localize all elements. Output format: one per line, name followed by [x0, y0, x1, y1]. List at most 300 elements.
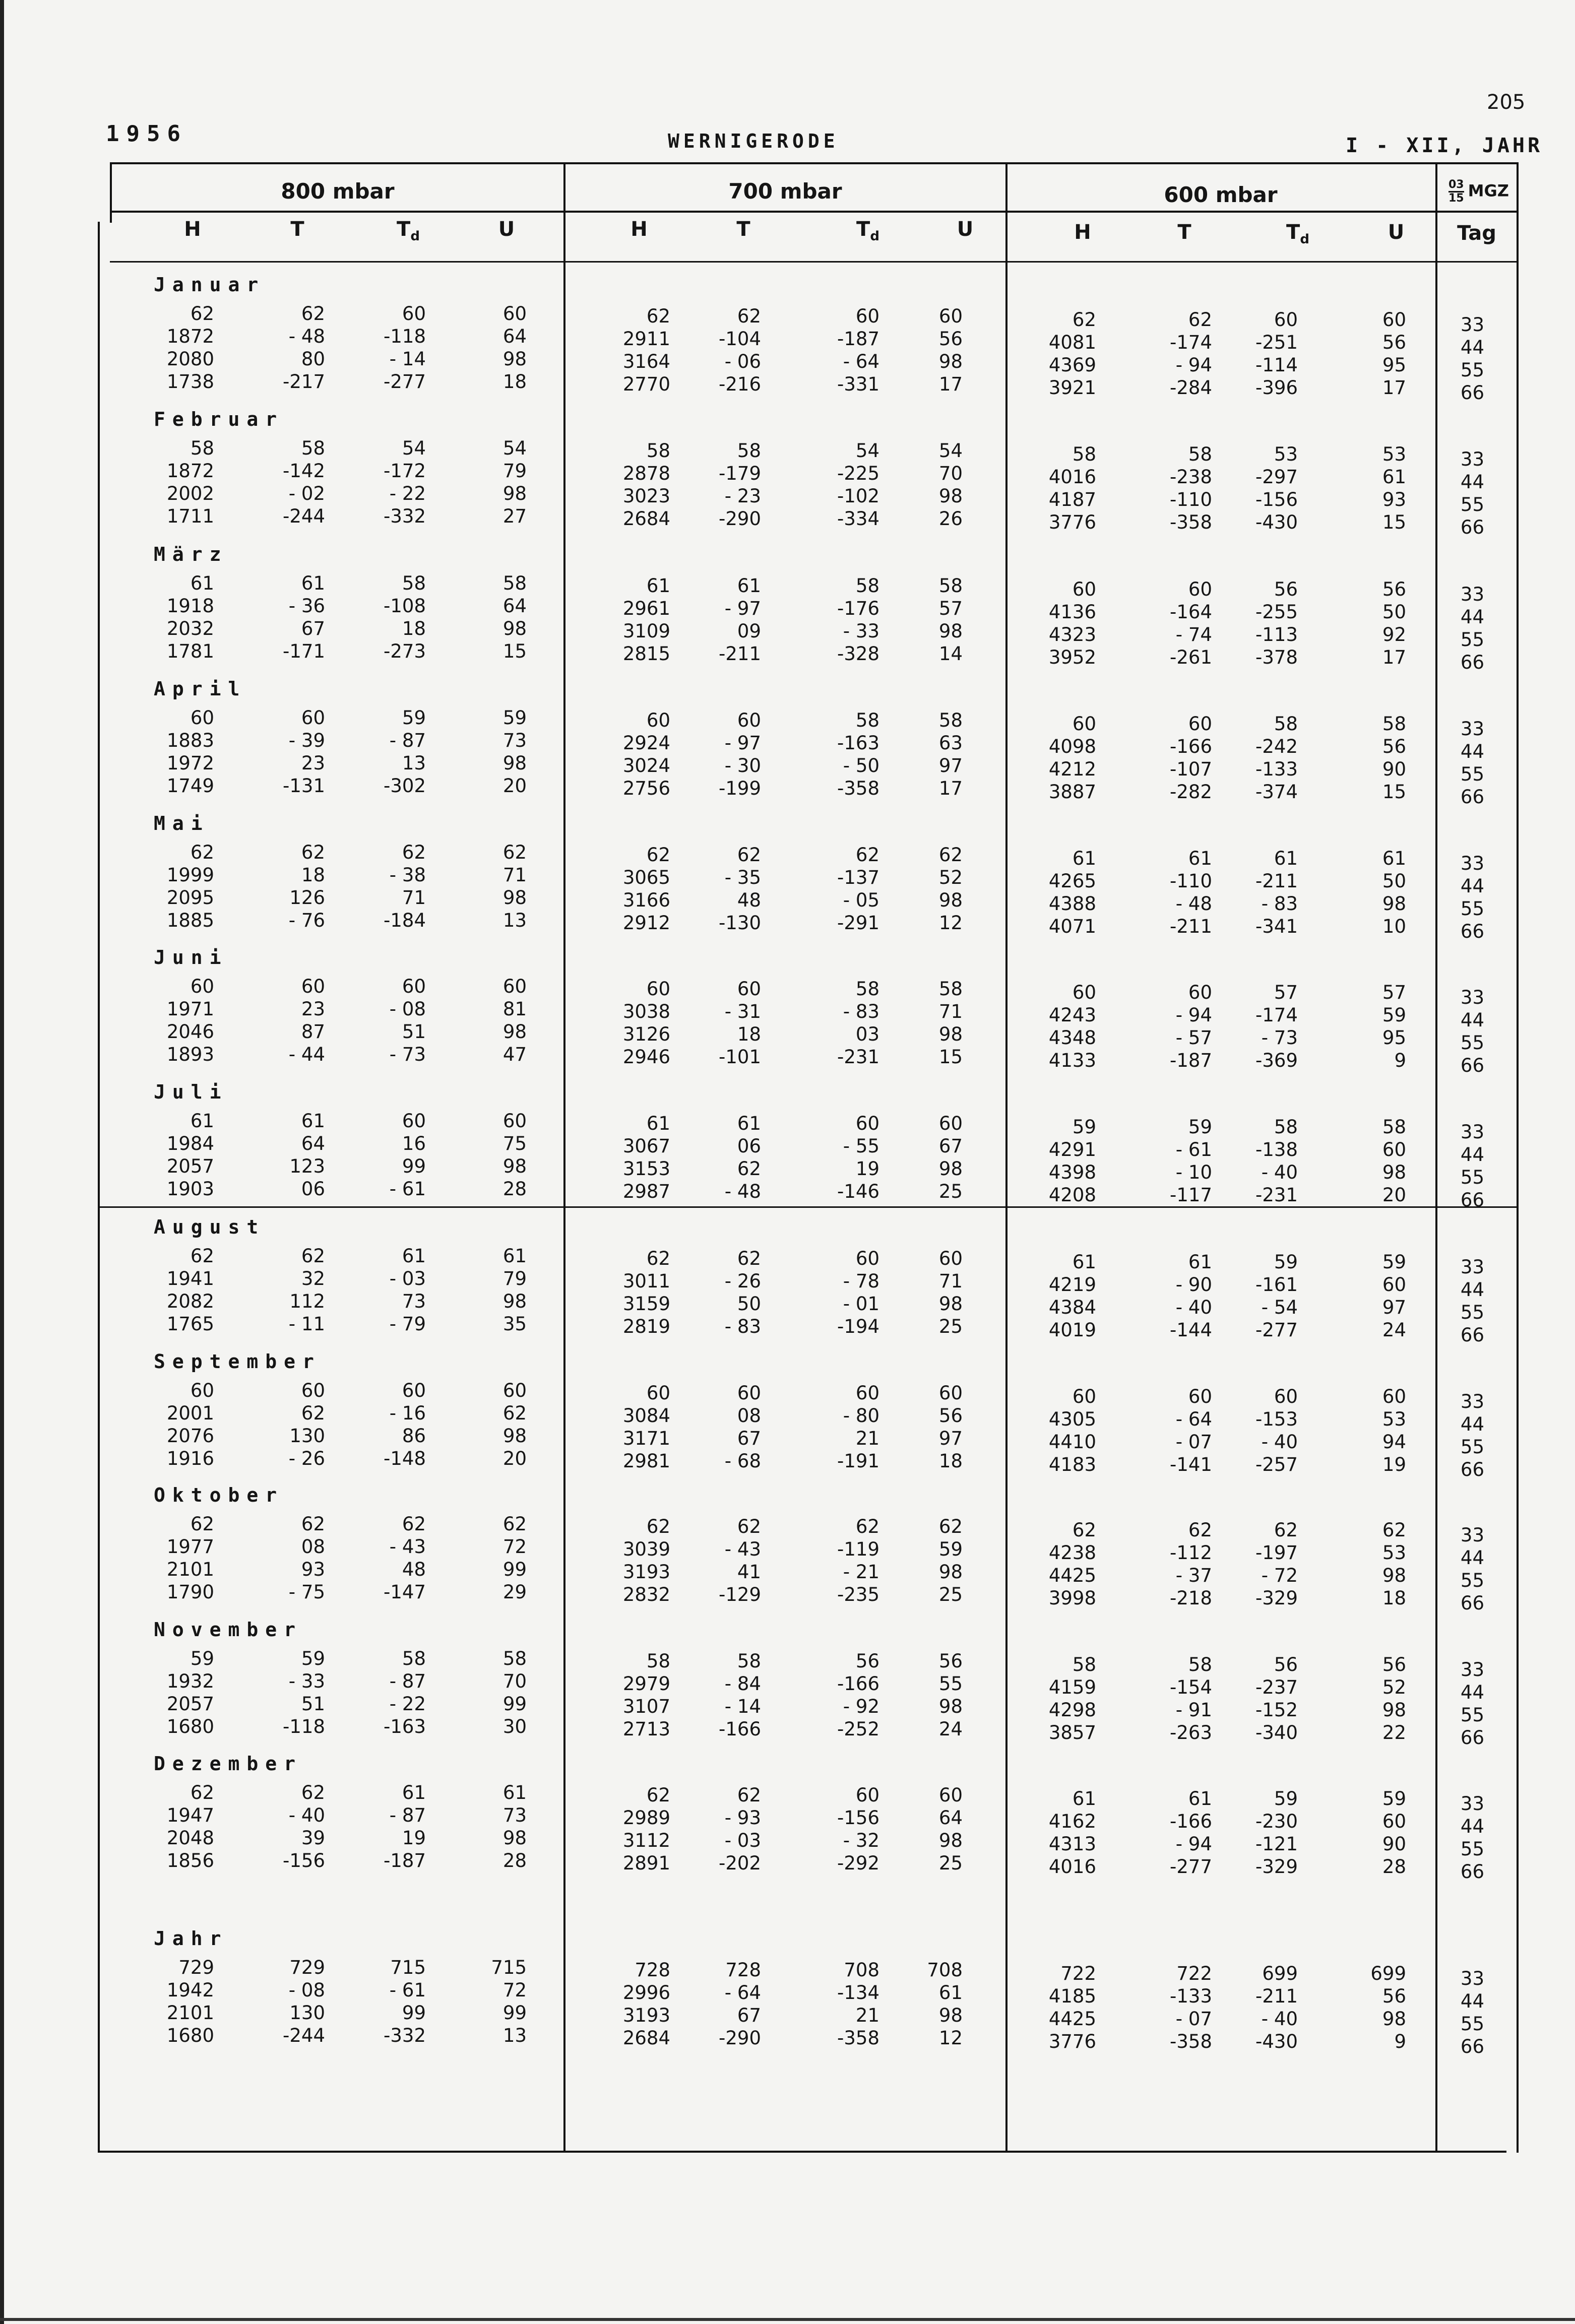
cell-value: -238 — [1170, 466, 1212, 488]
cell-value: -331 — [837, 373, 879, 395]
cell-value: 58 — [646, 440, 670, 462]
month-label: August — [154, 1216, 266, 1238]
cell-value: - 83 — [843, 1001, 879, 1022]
cell-value: 33 — [1460, 853, 1484, 874]
cell-value: 03 — [855, 1023, 879, 1045]
cell-value: 67 — [301, 618, 325, 639]
cell-value: -138 — [1255, 1139, 1298, 1160]
cell-value: 64 — [301, 1133, 325, 1154]
cell-value: 66 — [1460, 1459, 1484, 1480]
cell-value: 62 — [737, 1158, 761, 1180]
cell-value: - 37 — [1175, 1565, 1212, 1586]
cell-value: -147 — [384, 1581, 426, 1603]
cell-value: 715 — [390, 1957, 426, 1978]
cell-value: 2981 — [622, 1450, 670, 1472]
cell-value: 59 — [301, 1648, 325, 1669]
cell-value: 21 — [855, 2005, 879, 2026]
cell-value: 60 — [646, 978, 670, 1000]
cell-value: 58 — [1274, 713, 1298, 735]
cell-value: 62 — [301, 842, 325, 863]
cell-value: 61 — [1382, 848, 1406, 869]
cell-value: 4348 — [1048, 1027, 1096, 1049]
header-divider — [110, 211, 1519, 213]
cell-value: - 48 — [724, 1181, 761, 1202]
cell-value: 33 — [1460, 1121, 1484, 1143]
cell-value: -291 — [837, 912, 879, 934]
cell-value: 4313 — [1048, 1833, 1096, 1855]
cell-value: 61 — [1072, 1251, 1096, 1273]
cell-value: 60 — [646, 1382, 670, 1404]
column-header-label: T — [397, 218, 411, 241]
cell-value: 62 — [1072, 1519, 1096, 1541]
cell-value: 60 — [1072, 1386, 1096, 1407]
cell-value: -290 — [719, 508, 761, 530]
column-header — [498, 218, 515, 241]
cell-value: 25 — [938, 1181, 963, 1202]
cell-value: -292 — [837, 1852, 879, 1874]
cell-value: 3011 — [622, 1270, 670, 1292]
cell-value: -133 — [1170, 1985, 1212, 2007]
cell-value: 60 — [1072, 982, 1096, 1003]
cell-value: 55 — [1460, 1167, 1484, 1188]
column-header — [736, 218, 750, 241]
cell-value: 53 — [1382, 1408, 1406, 1430]
cell-value: - 39 — [288, 730, 325, 751]
cell-value: 61 — [1188, 848, 1212, 869]
cell-value: 66 — [1460, 2036, 1484, 2057]
cell-value: 28 — [502, 1178, 527, 1200]
cell-value: 58 — [402, 572, 426, 594]
cell-value: 4071 — [1048, 916, 1096, 937]
cell-value: 33 — [1460, 1524, 1484, 1546]
cell-value: -216 — [719, 373, 761, 395]
cell-value: 3126 — [622, 1023, 670, 1045]
cell-value: - 87 — [389, 730, 426, 751]
cell-value: -273 — [384, 640, 426, 662]
cell-value: 58 — [1188, 443, 1212, 465]
cell-value: - 94 — [1175, 354, 1212, 376]
cell-value: 62 — [502, 1513, 527, 1535]
cell-value: - 83 — [724, 1316, 761, 1337]
cell-value: - 72 — [1261, 1565, 1298, 1586]
cell-value: -119 — [837, 1538, 879, 1560]
cell-value: 62 — [502, 842, 527, 863]
cell-value: - 64 — [843, 351, 879, 372]
cell-value: - 30 — [724, 755, 761, 777]
cell-value: 61 — [402, 1245, 426, 1267]
cell-value: -104 — [719, 328, 761, 350]
cell-value: 61 — [737, 575, 761, 597]
cell-value: 729 — [178, 1957, 214, 1978]
cell-value: 2987 — [622, 1181, 670, 1202]
cell-value: 58 — [502, 1648, 527, 1669]
cell-value: 97 — [1382, 1297, 1406, 1318]
cell-value: 60 — [1188, 1386, 1212, 1407]
cell-value: 60 — [502, 1380, 527, 1401]
cell-value: 61 — [190, 1110, 214, 1132]
cell-value: 52 — [1382, 1676, 1406, 1698]
cell-value: - 31 — [724, 1001, 761, 1022]
cell-value: 15 — [1382, 781, 1406, 803]
cell-value: - 94 — [1175, 1833, 1212, 1855]
cell-value: -184 — [384, 910, 426, 931]
cell-value: - 73 — [389, 1044, 426, 1065]
cell-value: -163 — [837, 732, 879, 754]
cell-value: -156 — [283, 1850, 325, 1871]
cell-value: -202 — [719, 1852, 761, 1874]
cell-value: 98 — [1382, 893, 1406, 915]
cell-value: -187 — [384, 1850, 426, 1871]
cell-value: 62 — [737, 844, 761, 866]
cell-value: 60 — [190, 976, 214, 997]
cell-value: 79 — [502, 460, 527, 482]
cell-value: 66 — [1460, 1324, 1484, 1346]
cell-value: 32 — [301, 1268, 325, 1289]
cell-value: 9 — [1394, 2031, 1406, 2052]
cell-value: 60 — [301, 707, 325, 729]
cell-value: - 48 — [1175, 893, 1212, 915]
cell-value: -358 — [837, 778, 879, 799]
cell-value: 3065 — [622, 867, 670, 888]
cell-value: 729 — [289, 1957, 325, 1978]
cell-value: 15 — [502, 640, 527, 662]
cell-value: 44 — [1460, 1279, 1484, 1301]
cell-value: 3776 — [1048, 511, 1096, 533]
cell-value: - 61 — [389, 1979, 426, 2001]
cell-value: 60 — [1382, 1139, 1406, 1160]
cell-value: 722 — [1176, 1963, 1212, 1984]
column-header-label: U — [498, 218, 515, 241]
cell-value: -358 — [1170, 2031, 1212, 2052]
cell-value: 4265 — [1048, 870, 1096, 892]
cell-value: 2684 — [622, 2027, 670, 2049]
cell-value: 3084 — [622, 1405, 670, 1427]
cell-value: - 54 — [1261, 1297, 1298, 1318]
cell-value: 1941 — [166, 1268, 214, 1289]
cell-value: 59 — [1274, 1251, 1298, 1273]
column-header — [184, 218, 201, 241]
cell-value: 99 — [402, 2002, 426, 2024]
cell-value: 4410 — [1048, 1431, 1096, 1453]
cell-value: -129 — [719, 1584, 761, 1605]
cell-value: 73 — [502, 1804, 527, 1826]
month-label: März — [154, 543, 228, 565]
cell-value: 1971 — [166, 998, 214, 1020]
cell-value: - 10 — [1175, 1161, 1212, 1183]
column-header — [856, 218, 879, 244]
cell-value: 59 — [1274, 1788, 1298, 1810]
cell-value: 44 — [1460, 337, 1484, 358]
cell-value: -284 — [1170, 377, 1212, 399]
cell-value: 60 — [502, 1110, 527, 1132]
cell-value: 66 — [1460, 1727, 1484, 1749]
cell-value: 3038 — [622, 1001, 670, 1022]
cell-value: 62 — [1382, 1519, 1406, 1541]
mgz-fraction-bottom: 15 — [1448, 192, 1464, 205]
cell-value: -152 — [1255, 1699, 1298, 1721]
cell-value: 2002 — [166, 483, 214, 504]
month-label: November — [154, 1619, 303, 1641]
column-header-label: U — [1388, 221, 1405, 244]
page-number: 205 — [1487, 91, 1526, 114]
cell-value: -197 — [1255, 1542, 1298, 1564]
cell-value: -230 — [1255, 1811, 1298, 1832]
cell-value: 60 — [1072, 578, 1096, 600]
cell-value: 19 — [402, 1827, 426, 1849]
midpage-divider — [98, 1206, 1519, 1208]
cell-value: -130 — [719, 912, 761, 934]
cell-value: - 08 — [288, 1979, 325, 2001]
cell-value: -166 — [1170, 1811, 1212, 1832]
cell-value: 55 — [1460, 359, 1484, 381]
cell-value: 1749 — [166, 775, 214, 797]
cell-value: - 40 — [1175, 1297, 1212, 1318]
cell-value: 9 — [1394, 1050, 1406, 1071]
cell-value: 60 — [938, 1382, 963, 1404]
cell-value: 23 — [301, 752, 325, 774]
cell-value: 17 — [938, 373, 963, 395]
cell-value: 60 — [502, 976, 527, 997]
cell-value: 60 — [402, 1110, 426, 1132]
cell-value: 60 — [190, 707, 214, 729]
cell-value: - 97 — [724, 732, 761, 754]
cell-value: 55 — [1460, 494, 1484, 515]
cell-value: - 26 — [724, 1270, 761, 1292]
cell-value: 61 — [502, 1782, 527, 1803]
cell-value: -110 — [1170, 870, 1212, 892]
cell-value: 61 — [737, 1113, 761, 1134]
cell-value: 60 — [402, 303, 426, 325]
cell-value: 4388 — [1048, 893, 1096, 915]
cell-value: 699 — [1262, 1963, 1298, 1984]
cell-value: 30 — [502, 1716, 527, 1737]
cell-value: 61 — [1072, 1788, 1096, 1810]
cell-value: 62 — [646, 305, 670, 327]
cell-value: - 32 — [843, 1830, 879, 1851]
cell-value: 98 — [502, 1155, 527, 1177]
cell-value: 50 — [1382, 870, 1406, 892]
cell-value: 51 — [301, 1693, 325, 1715]
cell-value: 71 — [938, 1001, 963, 1022]
cell-value: 126 — [289, 887, 325, 909]
cell-value: 2684 — [622, 508, 670, 530]
cell-value: -329 — [1255, 1856, 1298, 1878]
cell-value: 44 — [1460, 606, 1484, 628]
cell-value: 55 — [1460, 1704, 1484, 1726]
cell-value: - 33 — [288, 1670, 325, 1692]
cell-value: 2082 — [166, 1290, 214, 1312]
pressure-level-header: 800 mbar — [281, 179, 395, 204]
cell-value: -211 — [1170, 916, 1212, 937]
cell-value: -191 — [837, 1450, 879, 1472]
cell-value: - 76 — [288, 910, 325, 931]
cell-value: 20 — [1382, 1184, 1406, 1206]
cell-value: -396 — [1255, 377, 1298, 399]
cell-value: - 87 — [389, 1670, 426, 1692]
cell-value: 4238 — [1048, 1542, 1096, 1564]
cell-value: 98 — [938, 351, 963, 372]
cell-value: 1942 — [166, 1979, 214, 2001]
cell-value: -277 — [1255, 1319, 1298, 1341]
cell-value: 2095 — [166, 887, 214, 909]
cell-value: -176 — [837, 598, 879, 619]
cell-value: 58 — [502, 572, 527, 594]
cell-value: 62 — [1274, 1519, 1298, 1541]
cell-value: -282 — [1170, 781, 1212, 803]
cell-value: 23 — [301, 998, 325, 1020]
cell-value: -102 — [837, 485, 879, 507]
cell-value: 98 — [502, 348, 527, 370]
cell-value: -297 — [1255, 466, 1298, 488]
cell-value: 18 — [502, 371, 527, 393]
cell-value: 55 — [1460, 763, 1484, 785]
cell-value: 60 — [1382, 309, 1406, 331]
cell-value: - 83 — [1261, 893, 1298, 915]
cell-value: 60 — [646, 709, 670, 731]
cell-value: 20 — [502, 775, 527, 797]
cell-value: - 14 — [724, 1696, 761, 1717]
cell-value: 25 — [938, 1316, 963, 1337]
cell-value: 62 — [301, 1245, 325, 1267]
cell-value: - 35 — [724, 867, 761, 888]
cell-value: -340 — [1255, 1722, 1298, 1744]
column-header — [631, 218, 647, 241]
cell-value: 3171 — [622, 1428, 670, 1449]
cell-value: 3024 — [622, 755, 670, 777]
cell-value: 54 — [502, 437, 527, 459]
column-header-label: T — [856, 218, 870, 241]
cell-value: 62 — [301, 1402, 325, 1424]
cell-value: 24 — [1382, 1319, 1406, 1341]
cell-value: 28 — [1382, 1856, 1406, 1878]
cell-value: 22 — [1382, 1722, 1406, 1744]
cell-value: -430 — [1255, 511, 1298, 533]
cell-value: 61 — [1188, 1251, 1212, 1273]
cell-value: 2770 — [622, 373, 670, 395]
cell-value: -244 — [283, 505, 325, 527]
cell-value: 33 — [1460, 987, 1484, 1008]
cell-value: 67 — [737, 1428, 761, 1449]
cell-value: -242 — [1255, 736, 1298, 757]
cell-value: 98 — [1382, 1699, 1406, 1721]
column-header — [957, 218, 973, 241]
dewpoint-subscript: d — [870, 229, 879, 244]
cell-value: -166 — [837, 1673, 879, 1695]
cell-value: 2048 — [166, 1827, 214, 1849]
cell-value: 4219 — [1048, 1274, 1096, 1296]
cell-value: 61 — [301, 1110, 325, 1132]
cell-value: 62 — [938, 844, 963, 866]
cell-value: 33 — [1460, 1968, 1484, 1989]
column-header-label: T — [736, 218, 750, 241]
cell-value: 25 — [938, 1584, 963, 1605]
cell-value: 57 — [1274, 982, 1298, 1003]
cell-value: -430 — [1255, 2031, 1298, 2052]
cell-value: - 87 — [389, 1804, 426, 1826]
cell-value: -329 — [1255, 1587, 1298, 1609]
cell-value: 3857 — [1048, 1722, 1096, 1744]
cell-value: 61 — [646, 1113, 670, 1134]
column-header — [1286, 221, 1309, 247]
tag-column-header: Tag — [1457, 222, 1496, 245]
cell-value: 44 — [1460, 1682, 1484, 1703]
cell-value: 1916 — [166, 1448, 214, 1469]
cell-value: -328 — [837, 643, 879, 665]
cell-value: -174 — [1170, 332, 1212, 353]
cell-value: 19 — [1382, 1454, 1406, 1475]
cell-value: 90 — [1382, 1833, 1406, 1855]
column-header — [1074, 221, 1091, 244]
cell-value: -332 — [384, 2025, 426, 2046]
cell-value: 60 — [1382, 1811, 1406, 1832]
cell-value: 60 — [190, 1380, 214, 1401]
cell-value: 2756 — [622, 778, 670, 799]
cell-value: - 40 — [1261, 2008, 1298, 2030]
cell-value: 27 — [502, 505, 527, 527]
cell-value: - 05 — [843, 889, 879, 911]
cell-value: 4384 — [1048, 1297, 1096, 1318]
cell-value: - 03 — [724, 1830, 761, 1851]
cell-value: -218 — [1170, 1587, 1212, 1609]
month-label: April — [154, 678, 247, 700]
cell-value: 1872 — [166, 326, 214, 347]
table-right-border — [1517, 162, 1519, 2153]
cell-value: 97 — [938, 1428, 963, 1449]
cell-value: 3193 — [622, 2005, 670, 2026]
cell-value: 55 — [1460, 1302, 1484, 1323]
cell-value: 51 — [402, 1021, 426, 1043]
cell-value: -114 — [1255, 354, 1298, 376]
cell-value: 2878 — [622, 463, 670, 484]
cell-value: 54 — [938, 440, 963, 462]
cell-value: 95 — [1382, 1027, 1406, 1049]
period-range: I - XII, JAHR — [1346, 134, 1543, 157]
cell-value: 18 — [938, 1450, 963, 1472]
cell-value: 4133 — [1048, 1050, 1096, 1071]
cell-value: 72 — [502, 1536, 527, 1558]
cell-value: -334 — [837, 508, 879, 530]
cell-value: 60 — [855, 1382, 879, 1404]
cell-value: -110 — [1170, 489, 1212, 510]
cell-value: 48 — [737, 889, 761, 911]
cell-value: 98 — [938, 1561, 963, 1583]
cell-value: 60 — [737, 978, 761, 1000]
cell-value: - 44 — [288, 1044, 325, 1065]
cell-value: 59 — [1188, 1116, 1212, 1138]
cell-value: 3112 — [622, 1830, 670, 1851]
cell-value: 56 — [1382, 1985, 1406, 2007]
cell-value: -235 — [837, 1584, 879, 1605]
cell-value: 2057 — [166, 1155, 214, 1177]
column-header-label: H — [631, 218, 648, 241]
cell-value: -277 — [384, 371, 426, 393]
cell-value: 60 — [1274, 1386, 1298, 1407]
cell-value: 33 — [1460, 1793, 1484, 1815]
cell-value: 58 — [855, 575, 879, 597]
cell-value: 97 — [938, 755, 963, 777]
cell-value: 53 — [1382, 1542, 1406, 1564]
cell-value: - 79 — [389, 1313, 426, 1335]
cell-value: 59 — [502, 707, 527, 729]
cell-value: 60 — [855, 1248, 879, 1269]
cell-value: 44 — [1460, 875, 1484, 897]
cell-value: - 22 — [389, 1693, 426, 1715]
cell-value: 73 — [502, 730, 527, 751]
mgz-fraction-top: 03 — [1448, 179, 1464, 192]
cell-value: 41 — [737, 1561, 761, 1583]
column-header-label: H — [184, 218, 201, 241]
cell-value: - 40 — [288, 1804, 325, 1826]
